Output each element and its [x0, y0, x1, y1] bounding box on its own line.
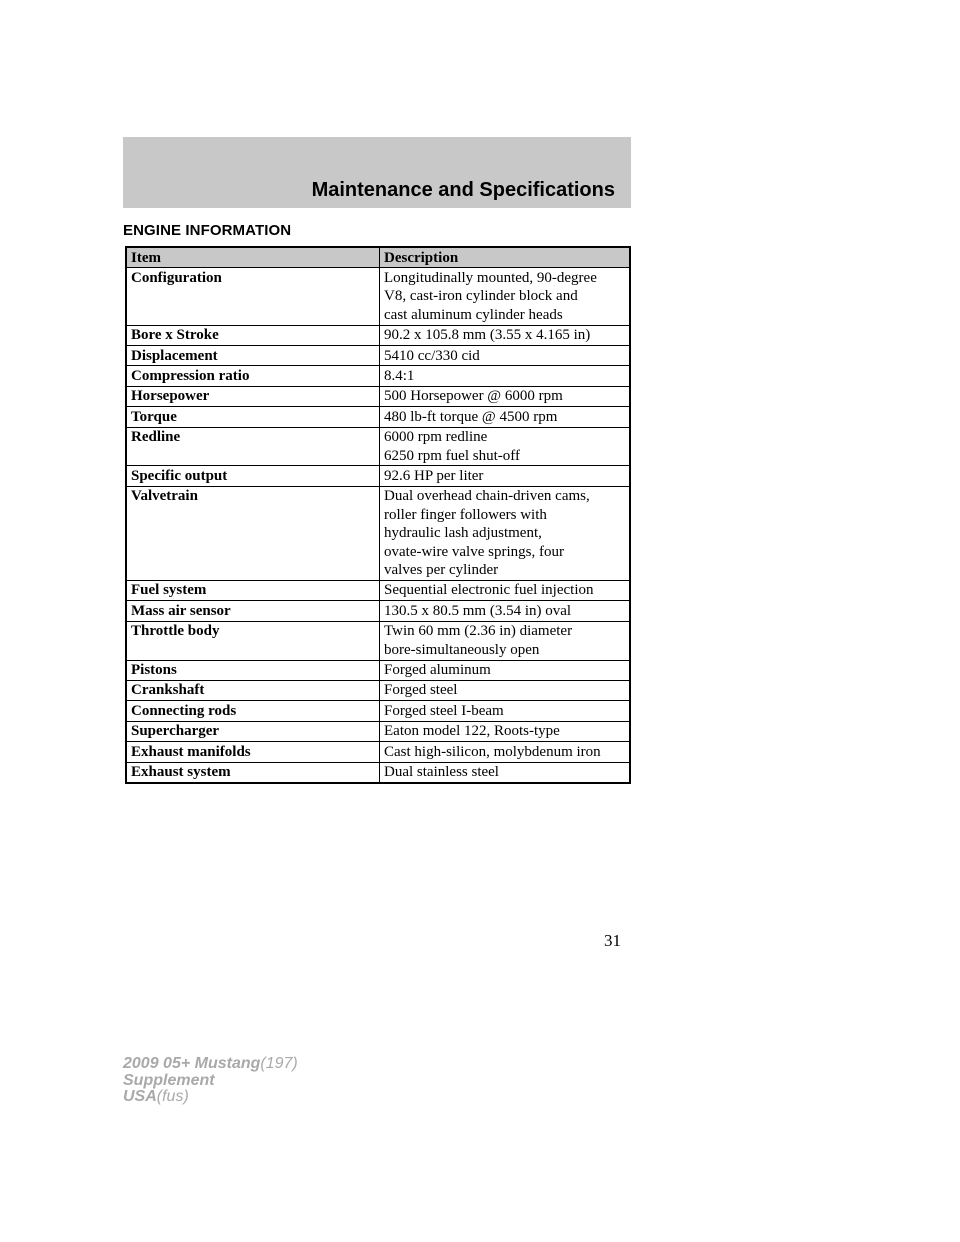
description-cell	[380, 325, 631, 345]
description-line: 92.6 HP per liter	[384, 467, 484, 484]
page-number: 31	[604, 931, 621, 950]
footer-line-supplement	[123, 1073, 298, 1090]
column-header-item: Item	[126, 247, 380, 268]
description-line: valves per cylinder	[384, 562, 499, 578]
description-line: V8, cast-iron cylinder block and	[384, 288, 578, 305]
description-cell	[380, 268, 631, 325]
item-cell: Connecting rods	[126, 701, 380, 721]
footer-market-code: (fus)	[156, 1088, 189, 1105]
table-row	[126, 486, 630, 580]
footer-line-market	[123, 1089, 298, 1106]
section-header-band	[123, 137, 631, 208]
table-row	[126, 762, 630, 783]
description-line: Forged steel	[384, 682, 458, 699]
description-line: 500 Horsepower @ 6000 rpm	[384, 388, 563, 405]
description-line: 6250 rpm fuel shut-off	[384, 447, 520, 464]
footer-market: USA	[123, 1088, 157, 1105]
item-cell: Mass air sensor	[126, 601, 380, 621]
table-row	[126, 680, 630, 700]
table-row	[126, 601, 630, 621]
description-line: roller finger followers with	[384, 506, 547, 523]
description-cell	[380, 762, 631, 783]
footer-supplement: Supplement	[123, 1071, 215, 1089]
description-cell	[380, 346, 631, 366]
description-cell	[380, 427, 631, 466]
description-line: 90.2 x 105.8 mm (3.55 x 4.165 in)	[384, 327, 591, 344]
description-cell	[380, 366, 631, 386]
item-cell: Supercharger	[126, 721, 380, 741]
item-cell: Crankshaft	[126, 680, 380, 700]
table-row	[126, 427, 630, 466]
description-line: Cast high-silicon, molybdenum iron	[384, 743, 601, 760]
description-cell	[380, 601, 631, 621]
section-header-title: Maintenance and Specifications	[311, 179, 615, 201]
item-cell: Pistons	[126, 660, 380, 680]
item-cell: Specific output	[126, 466, 380, 486]
table-row	[126, 346, 630, 366]
description-cell	[380, 580, 631, 600]
description-cell	[380, 486, 631, 580]
item-cell: Torque	[126, 407, 380, 427]
item-cell: Throttle body	[126, 621, 380, 660]
item-cell: Fuel system	[126, 580, 380, 600]
description-cell	[380, 386, 631, 406]
table-row	[126, 386, 630, 406]
table-row	[126, 466, 630, 486]
description-line: hydraulic lash adjustment,	[384, 525, 542, 542]
table-row	[126, 366, 630, 386]
item-cell: Exhaust manifolds	[126, 742, 380, 762]
description-line: Forged steel I-beam	[384, 702, 504, 719]
item-cell: Exhaust system	[126, 762, 380, 783]
description-line: bore-simultaneously open	[384, 641, 540, 658]
table-header-row	[126, 247, 630, 268]
description-cell	[380, 742, 631, 762]
item-cell: Redline	[126, 427, 380, 466]
description-line: Forged aluminum	[384, 662, 491, 679]
footer-model: 2009 05+ Mustang	[123, 1055, 261, 1072]
description-line: Dual overhead chain-driven cams,	[384, 488, 590, 505]
item-cell: Bore x Stroke	[126, 325, 380, 345]
description-line: Dual stainless steel	[384, 764, 499, 781]
engine-information-heading: ENGINE INFORMATION	[123, 222, 292, 239]
description-line: cast aluminum cylinder heads	[384, 306, 563, 323]
table-row	[126, 407, 630, 427]
description-cell	[380, 680, 631, 700]
description-line: Sequential electronic fuel injection	[384, 582, 594, 599]
table-row	[126, 325, 630, 345]
description-line: 6000 rpm redline	[384, 429, 488, 446]
table-body	[126, 268, 630, 783]
item-cell: Horsepower	[126, 386, 380, 406]
table-row	[126, 268, 630, 325]
footer-line-model	[123, 1056, 298, 1073]
table-row	[126, 721, 630, 741]
footer-model-code: (197)	[260, 1055, 298, 1072]
table-row	[126, 621, 630, 660]
description-cell	[380, 621, 631, 660]
description-cell	[380, 407, 631, 427]
description-cell	[380, 660, 631, 680]
description-line: 130.5 x 80.5 mm (3.54 in) oval	[384, 602, 572, 619]
description-cell	[380, 721, 631, 741]
item-cell: Valvetrain	[126, 486, 380, 580]
table-row	[126, 580, 630, 600]
engine-specs-table	[125, 246, 631, 784]
description-line: 5410 cc/330 cid	[384, 347, 480, 364]
item-cell: Configuration	[126, 268, 380, 325]
footer-doc-info	[123, 1056, 298, 1106]
item-cell: Displacement	[126, 346, 380, 366]
column-header-description: Description	[380, 247, 631, 268]
description-line: Twin 60 mm (2.36 in) diameter	[384, 623, 573, 640]
table-row	[126, 701, 630, 721]
table-row	[126, 742, 630, 762]
description-cell	[380, 701, 631, 721]
description-cell	[380, 466, 631, 486]
description-line: ovate-wire valve springs, four	[384, 543, 564, 560]
description-line: Eaton model 122, Roots-type	[384, 723, 560, 740]
description-line: Longitudinally mounted, 90-degree	[384, 269, 597, 286]
description-line: 8.4:1	[384, 367, 415, 384]
item-cell: Compression ratio	[126, 366, 380, 386]
table-row	[126, 660, 630, 680]
description-line: 480 lb-ft torque @ 4500 rpm	[384, 408, 558, 425]
